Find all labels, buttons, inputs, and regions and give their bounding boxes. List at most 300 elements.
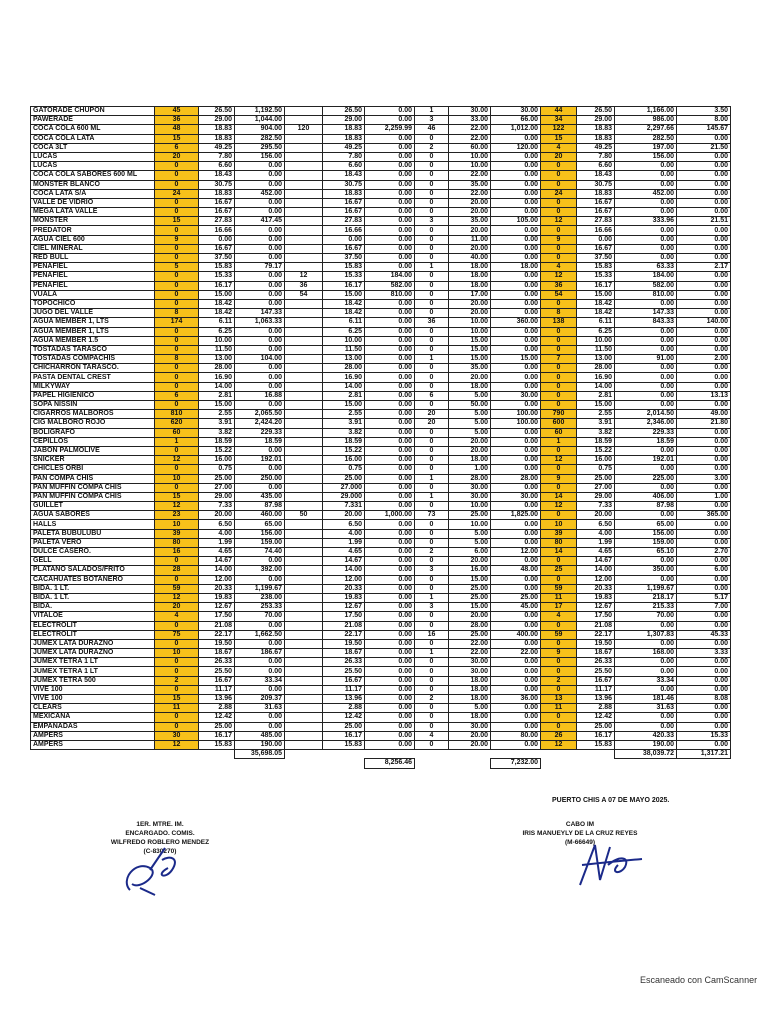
table-cell: 48.00 xyxy=(491,566,541,575)
sales-total: 7,232.00 xyxy=(491,759,541,768)
table-cell: 87.98 xyxy=(615,502,677,511)
table-cell: 0.00 xyxy=(491,437,541,446)
table-cell: 33.00 xyxy=(449,116,491,125)
table-cell: 0.00 xyxy=(615,373,677,382)
table-cell: 0 xyxy=(415,538,449,547)
table-cell: 6.00 xyxy=(677,566,731,575)
table-cell: 0.00 xyxy=(491,382,541,391)
table-cell: 8.00 xyxy=(677,116,731,125)
table-cell: 18.59 xyxy=(235,437,285,446)
table-cell: 12.00 xyxy=(323,575,365,584)
table-cell: 0 xyxy=(541,299,577,308)
table-cell: 8.08 xyxy=(677,695,731,704)
table-cell: 0.00 xyxy=(365,208,415,217)
table-cell: 0 xyxy=(415,272,449,281)
table-cell: 25.00 xyxy=(199,722,235,731)
table-cell: 12.42 xyxy=(577,713,615,722)
table-row xyxy=(31,566,731,575)
table-cell: 10.00 xyxy=(449,318,491,327)
table-cell: 0.00 xyxy=(491,134,541,143)
table-cell: 0.00 xyxy=(365,492,415,501)
table-cell: 11.50 xyxy=(199,345,235,354)
table-cell: 0.00 xyxy=(365,502,415,511)
table-cell: 156.00 xyxy=(615,152,677,161)
product-name-cell: PAWERADE xyxy=(31,116,155,125)
table-cell: 0 xyxy=(415,134,449,143)
table-cell: 0.00 xyxy=(677,529,731,538)
table-cell: 0 xyxy=(541,382,577,391)
table-cell: 1 xyxy=(415,263,449,272)
table-cell: 30.00 xyxy=(449,483,491,492)
table-cell: 18.59 xyxy=(323,437,365,446)
table-cell: 10.00 xyxy=(199,336,235,345)
table-cell: 0 xyxy=(415,299,449,308)
table-cell: 5.00 xyxy=(449,704,491,713)
table-cell: 0.00 xyxy=(365,639,415,648)
table-cell: 0.00 xyxy=(577,235,615,244)
table-cell: 0 xyxy=(155,208,199,217)
table-cell: 7.80 xyxy=(323,152,365,161)
table-cell xyxy=(285,474,323,483)
table-cell: 0.00 xyxy=(677,208,731,217)
table-row xyxy=(31,593,731,602)
table-cell: 0.00 xyxy=(365,254,415,263)
table-cell: 0 xyxy=(415,465,449,474)
table-cell: 0.00 xyxy=(365,373,415,382)
table-cell: 15.00 xyxy=(449,355,491,364)
table-cell: 16.67 xyxy=(323,676,365,685)
table-cell: 8 xyxy=(155,309,199,318)
table-cell: 0.00 xyxy=(235,713,285,722)
table-cell: 0 xyxy=(415,437,449,446)
table-cell: 1,000.00 xyxy=(365,511,415,520)
table-cell: 60 xyxy=(541,428,577,437)
table-cell: 0 xyxy=(541,511,577,520)
table-cell: 73 xyxy=(415,511,449,520)
product-name-cell: PALETA VERO xyxy=(31,538,155,547)
table-cell: 0.00 xyxy=(615,254,677,263)
table-cell: 0.00 xyxy=(365,401,415,410)
table-cell: 39 xyxy=(155,529,199,538)
table-cell: 18.83 xyxy=(199,125,235,134)
table-cell: 65.00 xyxy=(615,520,677,529)
table-cell: 54 xyxy=(285,290,323,299)
table-cell xyxy=(285,107,323,116)
table-cell: 28.00 xyxy=(449,474,491,483)
table-cell: 25.00 xyxy=(577,474,615,483)
table-cell: 0 xyxy=(541,226,577,235)
product-name-cell: PAN MUFFIN COMPA CHIS xyxy=(31,483,155,492)
table-cell: 20.33 xyxy=(199,584,235,593)
table-cell: 0.00 xyxy=(235,299,285,308)
table-cell: 15.00 xyxy=(323,401,365,410)
table-cell: 0 xyxy=(155,226,199,235)
table-cell: 0 xyxy=(155,713,199,722)
table-cell: 12.67 xyxy=(577,603,615,612)
product-name-cell: PLATANO SALADOS/FRITO xyxy=(31,566,155,575)
table-cell: 18.83 xyxy=(323,125,365,134)
table-cell: 30.00 xyxy=(449,667,491,676)
table-cell: 15 xyxy=(155,134,199,143)
table-row xyxy=(31,446,731,455)
table-cell: 0.00 xyxy=(677,180,731,189)
table-cell: 0.00 xyxy=(235,327,285,336)
table-cell: 28.00 xyxy=(199,364,235,373)
table-cell: 0.00 xyxy=(677,456,731,465)
table-cell: 10 xyxy=(155,520,199,529)
table-cell: 0.00 xyxy=(677,244,731,253)
table-cell: 0.00 xyxy=(235,208,285,217)
table-cell: 2 xyxy=(155,676,199,685)
table-cell: 33.34 xyxy=(235,676,285,685)
table-cell: 29.00 xyxy=(577,116,615,125)
table-cell: 0 xyxy=(541,722,577,731)
table-cell: 0 xyxy=(415,327,449,336)
table-cell: 0 xyxy=(541,171,577,180)
table-cell: 26.33 xyxy=(323,658,365,667)
table-cell xyxy=(285,180,323,189)
table-cell: 0 xyxy=(155,272,199,281)
table-cell: 20.00 xyxy=(449,612,491,621)
table-cell: 0 xyxy=(415,152,449,161)
table-cell: 0 xyxy=(541,621,577,630)
table-cell: 12 xyxy=(541,272,577,281)
table-cell: 6.11 xyxy=(323,318,365,327)
table-cell: 6.50 xyxy=(199,520,235,529)
table-cell: 0.00 xyxy=(235,446,285,455)
table-cell: 0 xyxy=(541,713,577,722)
table-cell: 0.00 xyxy=(491,299,541,308)
table-cell: 2 xyxy=(415,548,449,557)
table-cell: 21.08 xyxy=(577,621,615,630)
table-cell xyxy=(285,152,323,161)
table-cell: 6.25 xyxy=(323,327,365,336)
table-cell: 0.00 xyxy=(491,520,541,529)
table-cell: 25.00 xyxy=(199,474,235,483)
table-cell: 33.34 xyxy=(615,676,677,685)
table-cell: 0 xyxy=(155,658,199,667)
table-cell: 0.00 xyxy=(677,446,731,455)
table-cell: 12 xyxy=(155,456,199,465)
table-cell: 186.67 xyxy=(235,649,285,658)
table-cell: 3 xyxy=(415,116,449,125)
table-row xyxy=(31,290,731,299)
table-cell: 7.331 xyxy=(323,502,365,511)
table-cell: 174 xyxy=(155,318,199,327)
table-cell: 0.00 xyxy=(677,401,731,410)
table-cell: 2.81 xyxy=(577,391,615,400)
table-cell: 0.00 xyxy=(365,391,415,400)
table-cell: 282.50 xyxy=(235,134,285,143)
table-row xyxy=(31,217,731,226)
product-name-cell: AMPERS xyxy=(31,731,155,740)
table-cell: 0 xyxy=(415,180,449,189)
table-cell: 21.51 xyxy=(677,217,731,226)
table-cell: 0.00 xyxy=(365,162,415,171)
table-cell: 0.00 xyxy=(677,575,731,584)
table-cell: 10.00 xyxy=(449,520,491,529)
table-cell xyxy=(285,695,323,704)
table-cell xyxy=(285,446,323,455)
product-name-cell: VIVE 100 xyxy=(31,695,155,704)
table-cell: 66.00 xyxy=(491,116,541,125)
table-cell: 20.00 xyxy=(449,446,491,455)
product-name-cell: GELL xyxy=(31,557,155,566)
signature-scribble-left xyxy=(110,840,200,900)
table-cell: 12 xyxy=(155,740,199,749)
table-cell xyxy=(285,263,323,272)
table-cell: 21.80 xyxy=(677,419,731,428)
table-cell: 13.00 xyxy=(199,355,235,364)
product-name-cell: TOSTADAS TARASCO xyxy=(31,345,155,354)
product-name-cell: JUMEX TETRA 1 LT xyxy=(31,658,155,667)
table-cell: 2.00 xyxy=(677,355,731,364)
table-cell: 0.00 xyxy=(235,198,285,207)
table-cell: 0.00 xyxy=(365,529,415,538)
table-cell: 15 xyxy=(155,217,199,226)
table-cell: 8 xyxy=(155,355,199,364)
table-cell: 0.00 xyxy=(677,612,731,621)
table-cell: 0.00 xyxy=(615,171,677,180)
table-cell: 1,063.33 xyxy=(235,318,285,327)
table-cell xyxy=(285,456,323,465)
product-name-cell: BIDA. xyxy=(31,603,155,612)
table-cell xyxy=(285,483,323,492)
table-cell: 0 xyxy=(155,281,199,290)
table-cell: 2,297.66 xyxy=(615,125,677,134)
table-cell: 16.67 xyxy=(199,244,235,253)
table-cell: 16.67 xyxy=(323,244,365,253)
table-cell: 197.00 xyxy=(615,143,677,152)
table-cell xyxy=(285,309,323,318)
table-cell: 0.00 xyxy=(365,630,415,639)
table-cell xyxy=(285,593,323,602)
table-cell: 20.00 xyxy=(449,740,491,749)
purchases-total: 8,256.46 xyxy=(365,759,415,768)
table-cell: 49.25 xyxy=(577,143,615,152)
table-cell: 181.46 xyxy=(615,695,677,704)
table-cell: 0.00 xyxy=(677,639,731,648)
table-cell: 0.00 xyxy=(491,446,541,455)
table-cell: 0.00 xyxy=(235,244,285,253)
place-date: PUERTO CHIS A 07 DE MAYO 2025. xyxy=(552,797,670,804)
table-cell xyxy=(285,171,323,180)
table-cell: 5 xyxy=(155,263,199,272)
table-row xyxy=(31,483,731,492)
table-cell: 23 xyxy=(155,511,199,520)
table-cell xyxy=(285,658,323,667)
table-cell: 1,199.67 xyxy=(235,584,285,593)
table-cell: 31.63 xyxy=(615,704,677,713)
table-cell xyxy=(285,391,323,400)
table-cell xyxy=(285,355,323,364)
table-cell: 0.00 xyxy=(235,465,285,474)
table-cell: 14.67 xyxy=(199,557,235,566)
table-cell: 0 xyxy=(415,364,449,373)
table-cell: 11.50 xyxy=(577,345,615,354)
product-name-cell: CHICLES ORBI xyxy=(31,465,155,474)
table-cell: 0.00 xyxy=(491,290,541,299)
table-cell: 0 xyxy=(415,208,449,217)
table-cell: 0 xyxy=(415,639,449,648)
table-cell: 1 xyxy=(415,649,449,658)
table-cell: 229.33 xyxy=(235,428,285,437)
table-cell: 20.33 xyxy=(577,584,615,593)
table-cell: 20 xyxy=(415,419,449,428)
table-cell: 0.00 xyxy=(491,456,541,465)
table-cell: 18.83 xyxy=(199,189,235,198)
table-cell: 12 xyxy=(541,740,577,749)
product-name-cell: PAPEL HIGIENICO xyxy=(31,391,155,400)
table-cell: 27.000 xyxy=(323,483,365,492)
table-cell: 0.00 xyxy=(365,198,415,207)
table-cell: 0 xyxy=(415,584,449,593)
table-cell: 0.00 xyxy=(235,336,285,345)
table-cell: 0.00 xyxy=(365,327,415,336)
table-cell: 20.33 xyxy=(323,584,365,593)
table-cell: 20 xyxy=(155,152,199,161)
table-cell: 0 xyxy=(415,483,449,492)
table-cell: 15.83 xyxy=(577,740,615,749)
table-cell: 10 xyxy=(155,649,199,658)
table-cell: 1,662.50 xyxy=(235,630,285,639)
inventory-total: 35,698.05 xyxy=(235,750,285,759)
table-cell: 0.00 xyxy=(677,290,731,299)
table-cell: 15.00 xyxy=(449,345,491,354)
table-cell: 12.00 xyxy=(577,575,615,584)
table-cell: 0.00 xyxy=(235,226,285,235)
table-row xyxy=(31,134,731,143)
table-cell xyxy=(285,557,323,566)
product-name-cell: SOPA NISSIN xyxy=(31,401,155,410)
table-cell: 49.25 xyxy=(199,143,235,152)
table-cell: 18.83 xyxy=(323,189,365,198)
table-cell: 0 xyxy=(155,254,199,263)
table-cell: 1 xyxy=(415,593,449,602)
table-cell: 15.83 xyxy=(199,740,235,749)
table-cell: 6 xyxy=(155,143,199,152)
table-cell: 0.00 xyxy=(365,419,415,428)
table-cell: 25.00 xyxy=(449,584,491,593)
table-cell: 460.00 xyxy=(235,511,285,520)
table-cell: 19.50 xyxy=(577,639,615,648)
table-cell: 79.17 xyxy=(235,263,285,272)
table-cell xyxy=(285,116,323,125)
table-cell: 159.00 xyxy=(615,538,677,547)
product-name-cell: JUMEX TETRA 1 LT xyxy=(31,667,155,676)
table-cell: 16.17 xyxy=(577,731,615,740)
table-cell: 282.50 xyxy=(615,134,677,143)
table-cell: 0.75 xyxy=(577,465,615,474)
table-cell: 0.00 xyxy=(491,235,541,244)
table-cell xyxy=(285,336,323,345)
table-cell: 0 xyxy=(415,309,449,318)
table-row xyxy=(31,584,731,593)
table-row xyxy=(31,419,731,428)
table-cell: 18.59 xyxy=(199,437,235,446)
table-cell: 12 xyxy=(155,502,199,511)
table-cell: 0.00 xyxy=(615,639,677,648)
table-cell: 16.00 xyxy=(449,566,491,575)
table-cell: 26.50 xyxy=(199,107,235,116)
table-cell: 0.00 xyxy=(491,327,541,336)
table-cell: 20.00 xyxy=(449,244,491,253)
table-cell: 582.00 xyxy=(615,281,677,290)
table-cell: 4.00 xyxy=(323,529,365,538)
table-cell: 3.50 xyxy=(677,107,731,116)
table-row xyxy=(31,189,731,198)
table-cell: 0.00 xyxy=(615,401,677,410)
table-cell: 1 xyxy=(415,474,449,483)
product-name-cell: COCA COLA SABORES 600 ML xyxy=(31,171,155,180)
table-cell: 0.00 xyxy=(677,198,731,207)
table-cell: 20.00 xyxy=(449,226,491,235)
table-cell: 30 xyxy=(155,731,199,740)
table-cell: 1 xyxy=(415,492,449,501)
table-cell: 0.00 xyxy=(365,309,415,318)
table-cell: 159.00 xyxy=(235,538,285,547)
table-cell: 12 xyxy=(541,456,577,465)
table-cell: 147.33 xyxy=(235,309,285,318)
table-cell xyxy=(285,364,323,373)
table-cell: 4.65 xyxy=(577,548,615,557)
table-cell: 0.00 xyxy=(491,336,541,345)
table-cell: 60.00 xyxy=(449,143,491,152)
table-cell: 36 xyxy=(155,116,199,125)
table-cell: 15.33 xyxy=(323,272,365,281)
table-cell: 100.00 xyxy=(491,419,541,428)
table-cell: 0.00 xyxy=(365,740,415,749)
table-cell: 333.96 xyxy=(615,217,677,226)
table-cell: 0 xyxy=(415,520,449,529)
table-cell: 13.96 xyxy=(577,695,615,704)
table-cell: 0.00 xyxy=(365,704,415,713)
table-cell: 39 xyxy=(541,529,577,538)
table-cell: 0.00 xyxy=(491,676,541,685)
table-cell: 16.66 xyxy=(577,226,615,235)
table-cell: 0.00 xyxy=(365,676,415,685)
table-cell: 49.00 xyxy=(677,410,731,419)
table-cell: 0.00 xyxy=(365,474,415,483)
table-cell: 18.00 xyxy=(449,676,491,685)
table-cell: 0.00 xyxy=(491,198,541,207)
table-cell: 986.00 xyxy=(615,116,677,125)
table-cell: 27.83 xyxy=(577,217,615,226)
sig-right-name: IRIS MANUEYLY DE LA CRUZ REYES xyxy=(522,830,638,837)
table-cell: 0.00 xyxy=(235,658,285,667)
table-cell: 18.83 xyxy=(199,134,235,143)
table-cell: 0.00 xyxy=(365,456,415,465)
table-cell: 0 xyxy=(155,244,199,253)
table-cell: 0.00 xyxy=(365,244,415,253)
table-cell: 27.83 xyxy=(323,217,365,226)
table-cell: 22.17 xyxy=(199,630,235,639)
table-cell xyxy=(285,373,323,382)
table-cell: 29.000 xyxy=(323,492,365,501)
table-cell: 0.00 xyxy=(491,483,541,492)
table-cell: 0.00 xyxy=(491,152,541,161)
table-cell: 4 xyxy=(155,612,199,621)
table-row xyxy=(31,685,731,694)
table-cell: 75 xyxy=(155,630,199,639)
table-cell: 0 xyxy=(155,722,199,731)
product-name-cell: PALETA BUBULUBU xyxy=(31,529,155,538)
table-cell: 34 xyxy=(541,116,577,125)
product-name-cell: LUCAS xyxy=(31,162,155,171)
table-cell: 18.00 xyxy=(449,456,491,465)
table-cell: 6.00 xyxy=(449,548,491,557)
table-cell: 16.66 xyxy=(323,226,365,235)
